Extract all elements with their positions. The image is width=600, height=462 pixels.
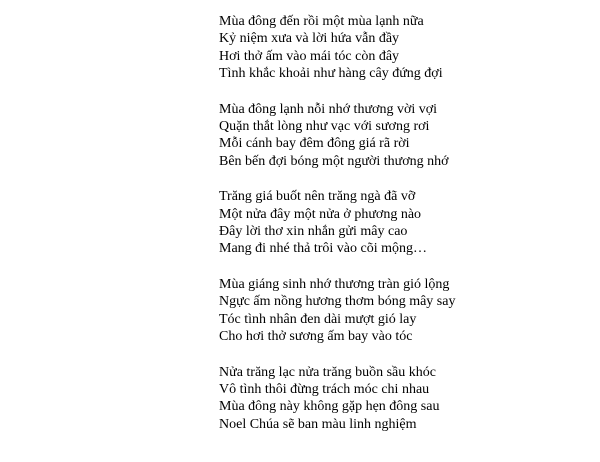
poem-line: Trăng giá buốt nên trăng ngà đã vỡ: [219, 189, 416, 205]
poem-line: Cho hơi thở sương ấm bay vào tóc: [219, 329, 413, 345]
poem-line: Kỷ niệm xưa và lời hứa vẫn đầy: [219, 31, 400, 47]
poem-line: Nửa trăng lạc nửa trăng buồn sầu khóc: [219, 364, 436, 380]
poem-line: Tóc tình nhân đen dài mượt gió lay: [219, 311, 417, 327]
stanza-4: [219, 276, 455, 346]
poem-line: Mùa đông đến rồi một mùa lạnh nữa: [219, 14, 424, 29]
stanza-1: [219, 13, 455, 83]
poem-line: Mang đi nhé thả trôi vào cõi mộng…: [219, 241, 428, 257]
poem-line: Mỗi cánh bay đêm đông giá rã rời: [219, 136, 410, 152]
poem-line: Quặn thắt lòng như vạc với sương rơi: [219, 119, 430, 135]
stanza-2: [219, 101, 455, 171]
poem-line: Ngực ấm nồng hương thơm bóng mây say: [219, 294, 456, 310]
poem-line: Tình khắc khoải như hàng cây đứng đợi: [219, 66, 443, 82]
stanza-3: [219, 188, 455, 258]
poem-line: Mùa đông này không gặp hẹn đông sau: [219, 399, 440, 415]
poem-line: Đây lời thơ xin nhắn gửi mây cao: [219, 224, 408, 240]
stanza-5: [219, 364, 455, 434]
poem-line: Mùa đông lạnh nỗi nhớ thương vời vợi: [219, 101, 438, 117]
poem-line: Noel Chúa sẽ ban màu linh nghiệm: [219, 416, 417, 432]
poem-line: Một nửa đây một nửa ở phương nào: [219, 206, 422, 222]
poem-line: Hơi thở ấm vào mái tóc còn đây: [219, 48, 400, 64]
poem-line: Vô tình thôi đừng trách móc chi nhau: [219, 381, 430, 397]
poem-line: Mùa giáng sinh nhớ thương tràn gió lộng: [219, 276, 450, 292]
poem-text: [219, 13, 455, 433]
poem-line: Bên bến đợi bóng một người thương nhớ: [219, 153, 449, 169]
